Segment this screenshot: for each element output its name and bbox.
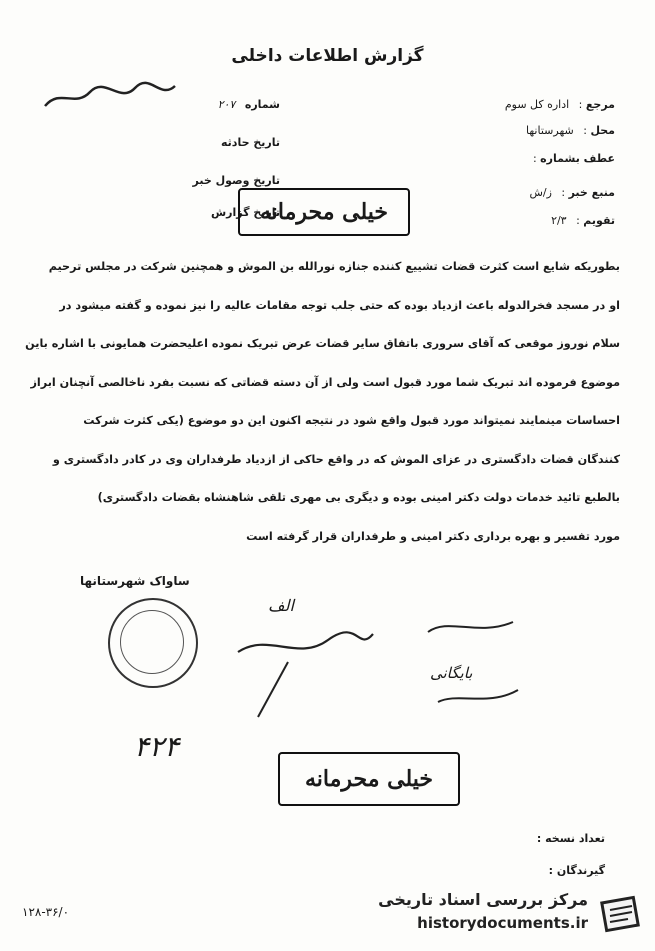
classification-stamp-bottom: خیلی محرمانه xyxy=(278,752,460,806)
report-body xyxy=(20,248,620,556)
field-source-value: ز/ش xyxy=(529,186,552,199)
official-seal-inner xyxy=(120,610,184,674)
handwritten-note: بایگانی xyxy=(430,664,473,682)
field-rating-value: ۲/۳ xyxy=(551,214,567,227)
field-rating: تقویم : ۲/۳ xyxy=(551,214,615,227)
field-incident-date-label: تاریخ حادثه xyxy=(221,136,280,149)
field-incident-date xyxy=(40,136,280,149)
signature-label: ساواک شهرستانها xyxy=(80,574,190,588)
archive-logo-icon xyxy=(598,892,644,936)
body-line: او در مسجد فخرالدوله باعث ازدیاد بوده که حتی جلب توجه مقامات عالیه را نیز نموده و گفته میشود در xyxy=(59,298,620,312)
field-source-label: منبع خبر xyxy=(568,186,615,199)
archive-watermark xyxy=(378,888,650,940)
classification-stamp-top: خیلی محرمانه xyxy=(238,188,410,236)
copies-count-label: تعداد نسخه : xyxy=(536,832,605,845)
body-line: بالطبع تائید خدمات دولت دکتر امینی بوده و دیگری بی مهری تلقی شاهنشاه بقضات دادگستری) xyxy=(97,491,620,504)
field-reference: مرجع : اداره کل سوم xyxy=(504,98,615,111)
field-ref-number-label: عطف بشماره xyxy=(540,152,615,165)
handwritten-scribble-icon xyxy=(40,78,180,114)
recipients-label: گیرندگان : xyxy=(548,864,605,877)
handwritten-annotation-icon xyxy=(418,612,528,722)
initials: الف xyxy=(268,596,294,615)
field-report-date-label: تاریخ گزارش xyxy=(210,206,280,219)
body-line: کنندگان قضات دادگستری در عزای الموش که در واقع حاکی از ازدیاد طرفداران وی در کادر دادگستری و xyxy=(52,452,620,466)
field-received-date-label: تاریخ وصول خبر xyxy=(192,174,280,187)
body-line: احساسات مینمایند نمیتواند مورد قبول واقع شود در نتیجه اکنون این دو موضوع (یکی کثرت شرکت xyxy=(83,414,620,427)
field-number-value: ۲۰۷ xyxy=(217,98,236,111)
watermark-title: مرکز بررسی اسناد تاریخی xyxy=(378,890,588,909)
document-code: ۱۲۸-۳۶/۰ xyxy=(22,905,70,919)
field-location-label: محل xyxy=(590,124,615,137)
field-rating-label: تقویم xyxy=(583,214,615,227)
official-seal-icon xyxy=(108,598,198,688)
field-location-value: شهرستانها xyxy=(526,124,574,137)
field-source: منبع خبر : ز/ش xyxy=(529,186,615,199)
signature-icon xyxy=(228,622,378,722)
field-location: محل : شهرستانها xyxy=(526,124,615,137)
registry-number: ۴۲۴ xyxy=(134,730,180,763)
watermark-url: historydocuments.ir xyxy=(417,914,588,932)
field-ref-number: عطف بشماره : xyxy=(532,152,615,165)
field-number-label: شماره xyxy=(244,98,280,111)
field-reference-value: اداره کل سوم xyxy=(504,98,570,111)
field-reference-label: مرجع xyxy=(585,98,615,111)
body-line: سلام نوروز موقعی که آقای سروری باتفاق سایر قضات عرض تبریک نموده اعلیحضرت همایونی با اشاره باین xyxy=(25,337,620,350)
body-line: موضوع فرموده اند تبریک شما مورد قبول است ولی از آن دسته قضاتی که نسبت بفرد ناخالصی آنچنان ابراز xyxy=(30,375,620,389)
body-line: بطوریکه شایع است کثرت قضات تشییع کننده جنازه نورالله بن الموش و همچنین شرکت در مجلس ترحیم xyxy=(48,260,620,273)
field-received-date xyxy=(40,174,280,187)
document-title: گزارش اطلاعات داخلی xyxy=(231,46,424,66)
body-line: مورد تفسیر و بهره برداری دکتر امینی و طرفداران قرار گرفته است xyxy=(246,529,620,543)
